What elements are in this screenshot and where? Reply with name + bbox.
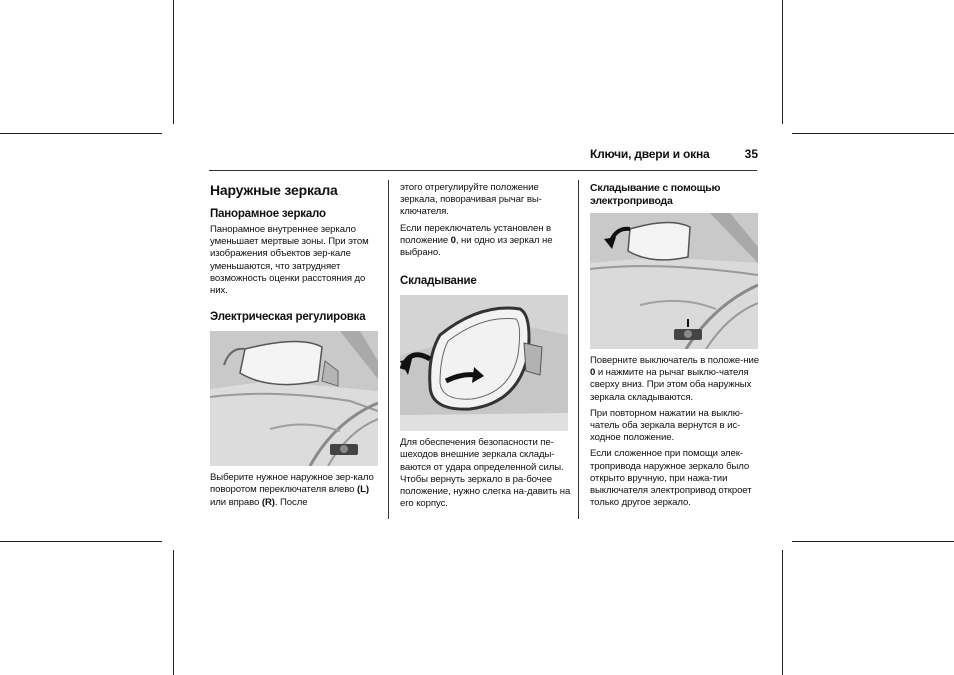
running-header	[590, 147, 758, 163]
crop-mark	[173, 550, 174, 675]
subheading-line: электропривода	[590, 195, 673, 207]
paragraph-manual-open: Если сложенное при помощи элек-тропривода наружное зеркало было открыто вручную, при нажа-тии выключателя электропривод откроет только другое зеркало.	[590, 448, 752, 509]
paragraph-pedestrian-safety: Для обеспечения безопасности пе-шеходов внешние зеркала склады-ваются от удара определенной силы. Чтобы вернуть зеркало в ра-бочее положение, нужно слегка на-давить на его корпус.	[400, 437, 571, 510]
column-3	[590, 182, 760, 513]
text-fragment: Если переключатель установлен в положение	[400, 222, 551, 246]
paragraph-select-mirror	[210, 472, 380, 509]
power-fold-illustration	[590, 213, 758, 349]
header-rule	[209, 170, 757, 171]
subheading-panoramic: Панорамное зеркало	[210, 208, 326, 220]
subheading-power-fold	[590, 182, 760, 208]
text-fragment: Выберите нужное наружное зер-кало поворотом переключателя влево	[210, 472, 374, 496]
column-1	[210, 182, 380, 513]
crop-mark	[792, 541, 954, 542]
column-divider	[578, 180, 579, 519]
right-marker: (R)	[261, 496, 275, 508]
paragraph-position-zero	[400, 223, 572, 260]
column-2	[400, 182, 572, 514]
subheading-folding: Складывание	[400, 275, 477, 288]
text-fragment: или вправо	[210, 496, 262, 508]
text-fragment: и нажмите на рычаг выклю-чателя сверху вниз. При этом оба наружных зеркала складываются.	[590, 367, 752, 403]
crop-mark	[792, 133, 954, 134]
crop-mark	[782, 0, 783, 124]
text-fragment: Поверните выключатель в положе-ние	[590, 355, 759, 366]
crop-mark	[0, 541, 162, 542]
column-divider	[388, 180, 389, 519]
paragraph-fold-instructions	[590, 355, 760, 404]
section-title: Ключи, двери и окна	[590, 147, 710, 161]
text-fragment: , ни одно из зеркал не выбрано.	[400, 234, 553, 259]
subheading-electric: Электрическая регулировка	[210, 311, 366, 324]
crop-mark	[0, 133, 162, 134]
mirror-folding-illustration	[400, 295, 568, 431]
paragraph-adjust: этого отрегулируйте положение зеркала, поворачивая рычаг вы-ключателя.	[400, 182, 542, 218]
zero-marker: 0	[590, 367, 596, 379]
crop-mark	[782, 550, 783, 675]
page-heading: Наружные зеркала	[210, 182, 338, 198]
paragraph-panoramic: Панорамное внутреннее зеркало уменьшает мертвые зоны. При этом изображения объектов зер-кале уменьшаются, что затрудняет возможность оценки расстояния до них.	[210, 224, 369, 297]
mirror-adjust-illustration	[210, 331, 378, 466]
page-number: 35	[744, 147, 758, 161]
crop-mark	[173, 0, 174, 124]
zero-marker: 0	[450, 234, 456, 246]
subheading-line: Складывание с помощью	[590, 182, 721, 194]
text-fragment: . После	[274, 496, 308, 508]
left-marker: (L)	[356, 484, 369, 496]
paragraph-unfold: При повторном нажатии на выклю-чатель оба зеркала вернутся в ис-ходное положение.	[590, 407, 743, 444]
